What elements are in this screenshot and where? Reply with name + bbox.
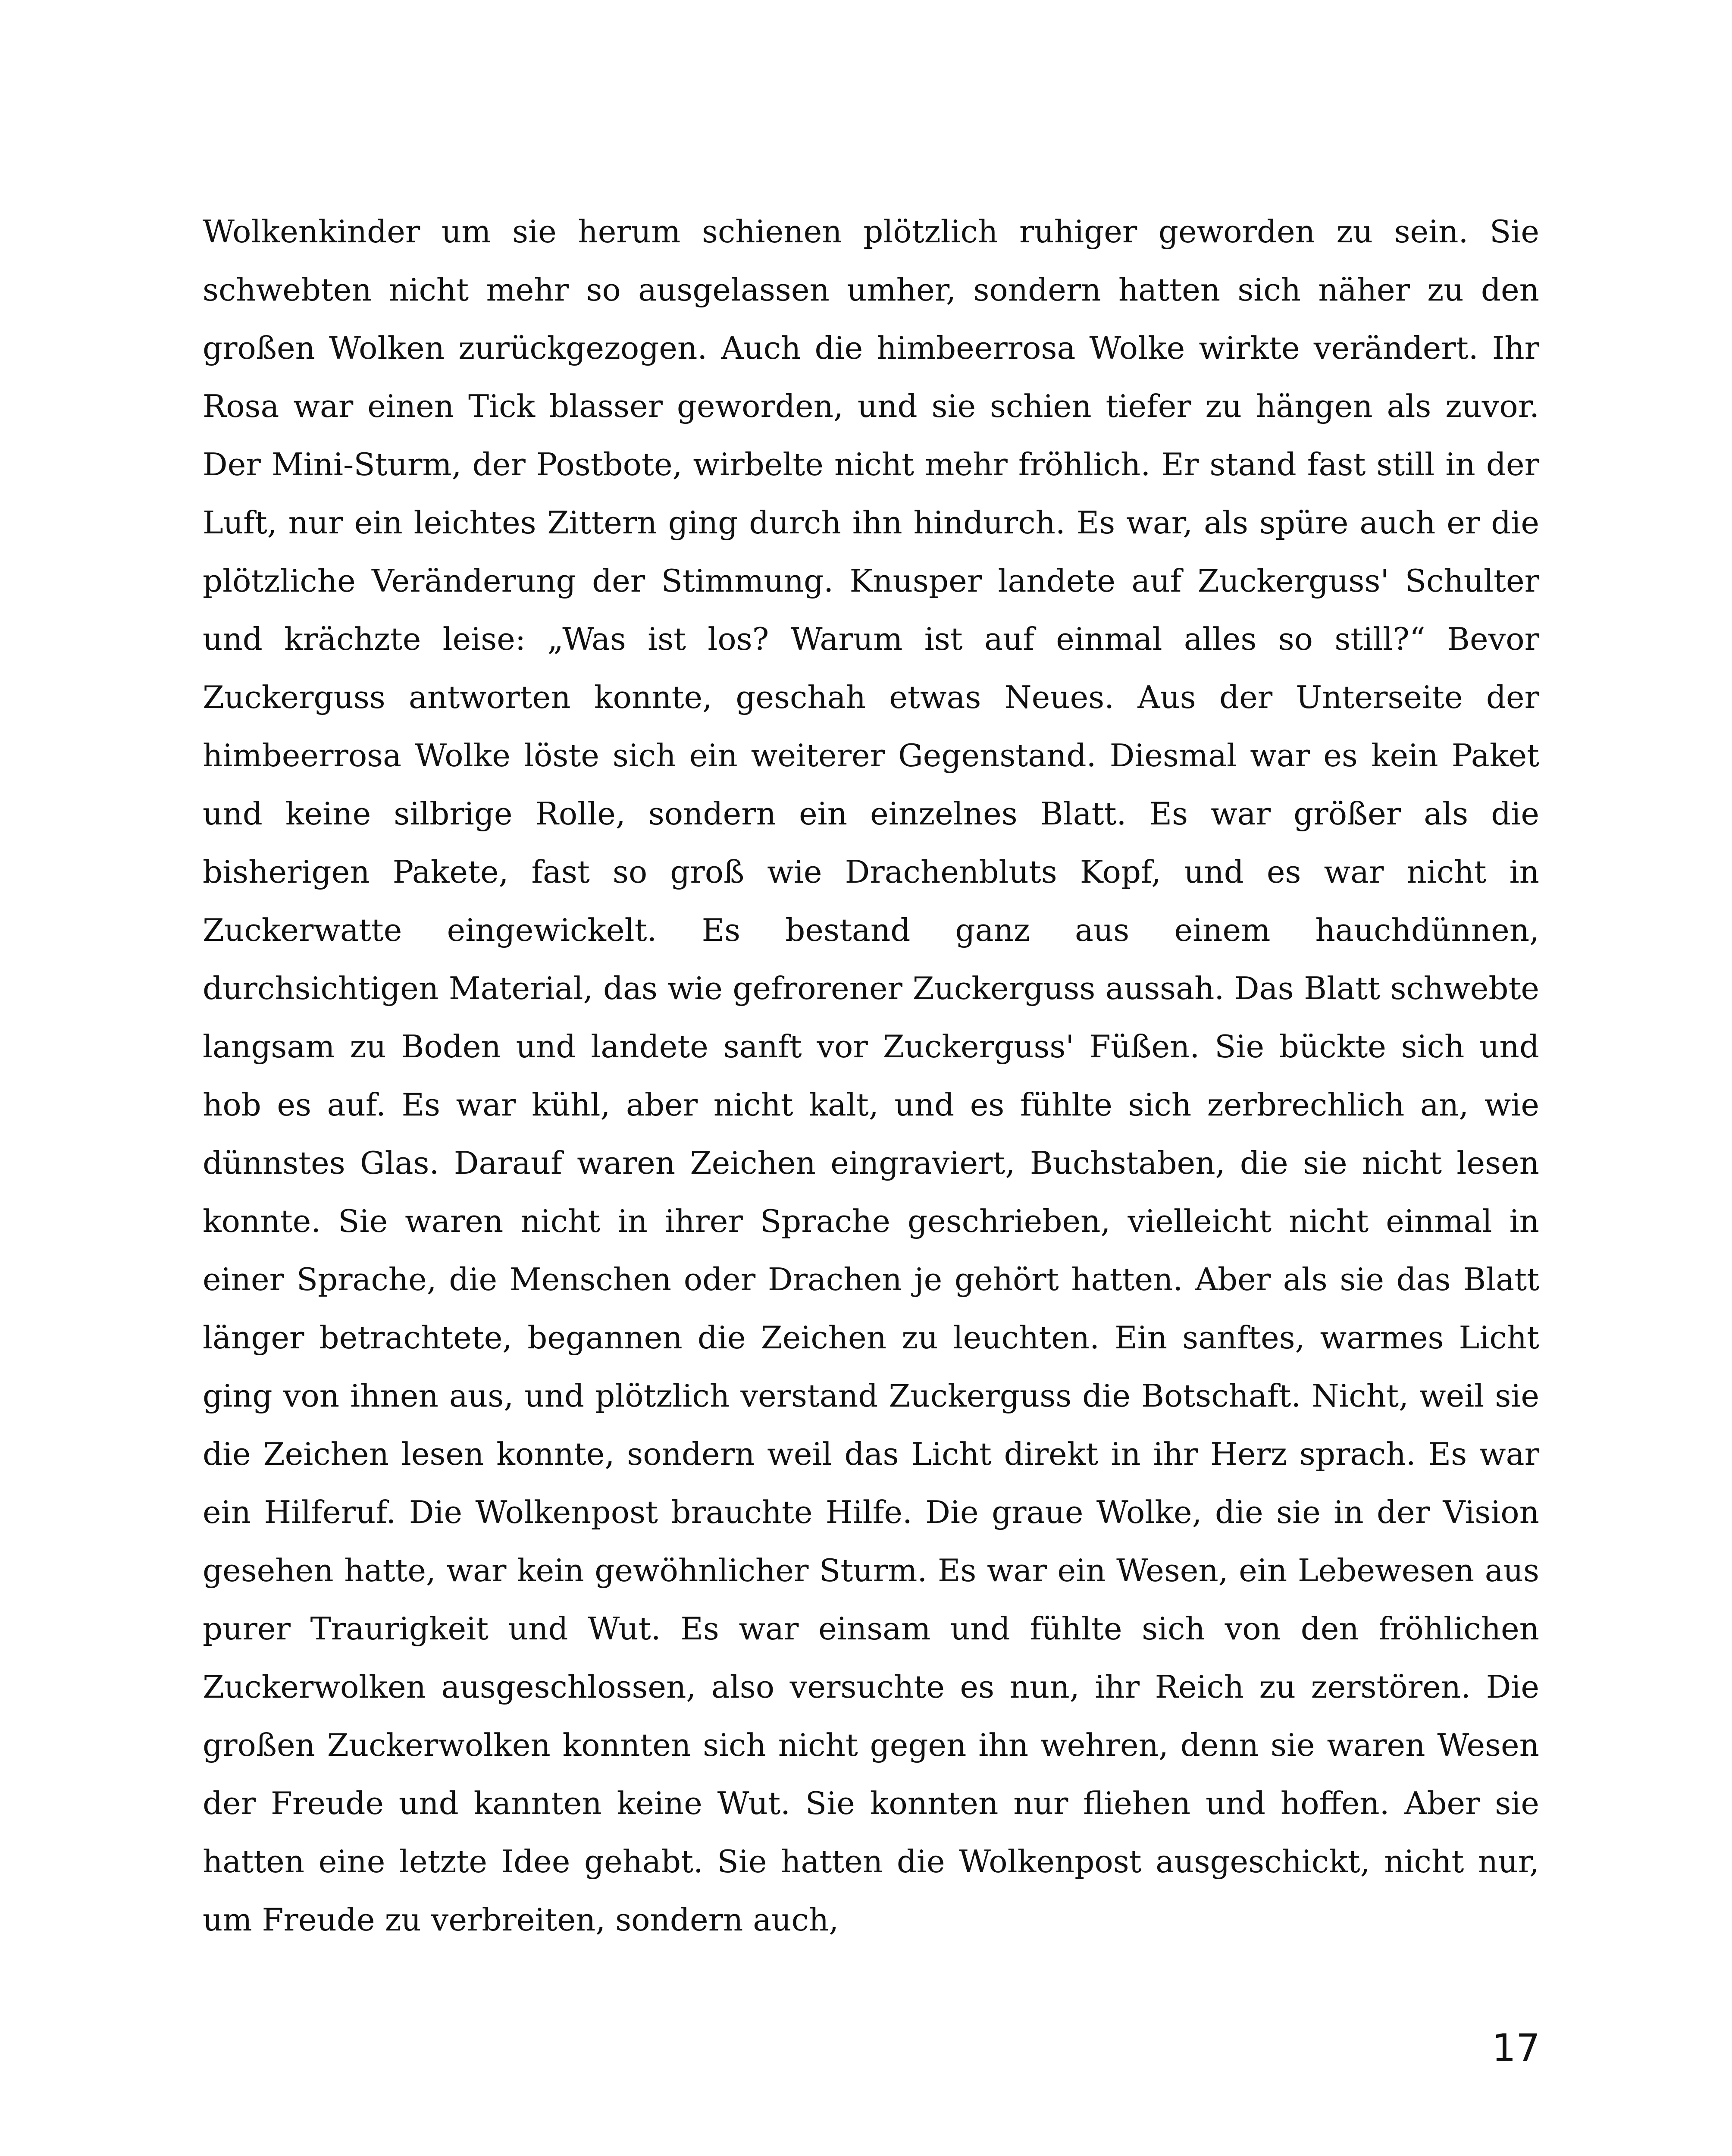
body-text: Wolkenkinder um sie herum schienen plötzlich ruhiger geworden zu sein. Sie schwebten nicht mehr so ausgelassen umher, sondern hatten sich näher zu den großen Wolken zurückgezogen. Auch die himbeerrosa Wolke wirkte verändert. Ihr Rosa war einen Tick blasser geworden, und sie schien tiefer zu hängen als zuvor. Der Mini-Sturm, der Postbote, wirbelte nicht mehr fröhlich. Er stand fast still in der Luft, nur ein leichtes Zittern ging durch ihn hindurch. Es war, als spüre auch er die plötzliche Veränderung der Stimmung. Knusper landete auf Zuckerguss' Schulter und krächzte leise: „Was ist los? Warum ist auf einmal alles so still?“ Bevor Zuckerguss antworten konnte, geschah etwas Neues. Aus der Unterseite der himbeerrosa Wolke löste sich ein weiterer Gegenstand. Diesmal war es kein Paket und keine silbrige Rolle, sondern ein einzelnes Blatt. Es war größer als die bisherigen Pakete, fast so groß wie Drachenbluts Kopf, und es war nicht in Zuckerwatte eingewickelt. Es bestand ganz aus einem hauchdünnen, durchsichtigen Material, das wie gefrorener Zuckerguss aussah. Das Blatt schwebte langsam zu Boden und landete sanft vor Zuckerguss' Füßen. Sie bückte sich und hob es auf. Es war kühl, aber nicht kalt, und es fühlte sich zerbrechlich an, wie dünnstes Glas. Darauf waren Zeichen eingraviert, Buchstaben, die sie nicht lesen konnte. Sie waren nicht in ihrer Sprache geschrieben, vielleicht nicht einmal in einer Sprache, die Menschen oder Drachen je gehört hatten. Aber als sie das Blatt länger betrachtete, begannen die Zeichen zu leuchten. Ein sanftes, warmes Licht ging von ihnen aus, und plötzlich verstand Zuckerguss die Botschaft. Nicht, weil sie die Zeichen lesen konnte, sondern weil das Licht direkt in ihr Herz sprach. Es war ein Hilferuf. Die Wolkenpost brauchte Hilfe. Die graue Wolke, die sie in der Vision gesehen hatte, war kein gewöhnlicher Sturm. Es war ein Wesen, ein Lebewesen aus purer Traurigkeit und Wut. Es war einsam und fühlte sich von den fröhlichen Zuckerwolken ausgeschlossen, also versuchte es nun, ihr Reich zu zerstören. Die großen Zuckerwolken konnten sich nicht gegen ihn wehren, denn sie waren Wesen der Freude und kannten keine Wut. Sie konnten nur fliehen und hoffen. Aber sie hatten eine letzte Idee gehabt. Sie hatten die Wolkenpost ausgeschickt, nicht nur, um Freude zu verbreiten, sondern auch, <box>203 213 1539 1938</box>
page-number: 17 <box>1492 2026 1540 2070</box>
